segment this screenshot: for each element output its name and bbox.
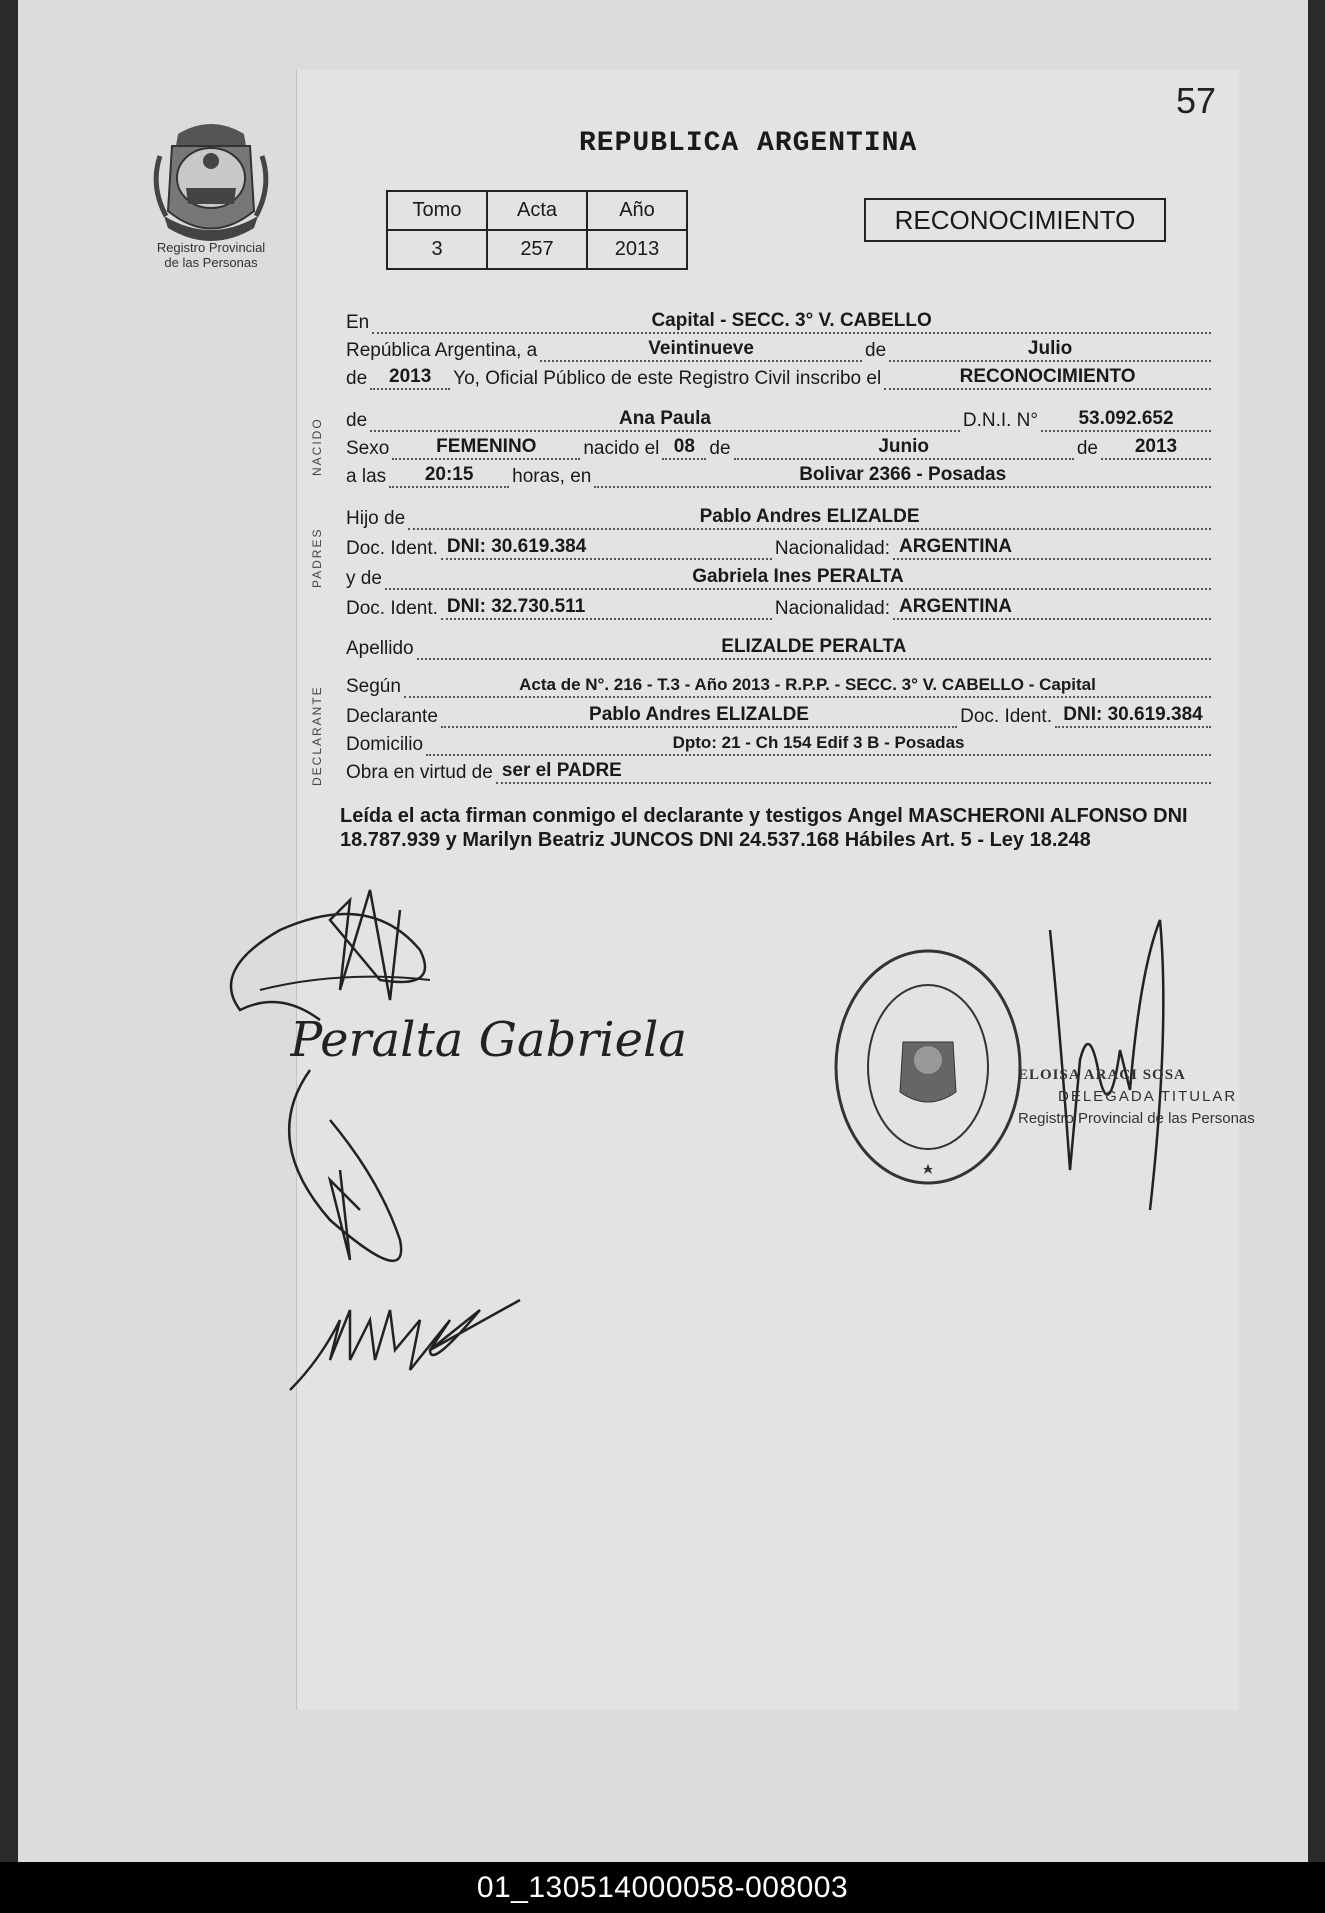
year-value: 2013 bbox=[370, 366, 450, 390]
hijo-label: Hijo de bbox=[346, 508, 406, 529]
svg-text:Peralta Gabriela: Peralta Gabriela bbox=[290, 1012, 687, 1068]
side-label-declarante: DECLARANTE bbox=[310, 685, 324, 786]
witness-signature-1 bbox=[270, 1060, 470, 1300]
registry-label bbox=[138, 240, 284, 270]
nac2-value: ARGENTINA bbox=[893, 596, 1211, 620]
delegate-name: ELOISA ARACI SOSA bbox=[1018, 1067, 1186, 1083]
domicilio-value: Dpto: 21 - Ch 154 Edif 3 B - Posadas bbox=[426, 732, 1211, 756]
yo-label: Yo, Oficial Público de este Registro Civil inscribo el bbox=[453, 368, 882, 389]
register-value-anio: 2013 bbox=[587, 230, 687, 269]
doc1-value: DNI: 30.619.384 bbox=[441, 536, 772, 560]
row-hijo bbox=[346, 506, 1214, 530]
register-value-acta: 257 bbox=[487, 230, 587, 269]
de1-label: de bbox=[865, 340, 887, 361]
inscribo-value: RECONOCIMIENTO bbox=[884, 366, 1211, 390]
de3-label: de bbox=[346, 410, 368, 431]
row-sexo bbox=[346, 436, 1214, 460]
place-value: Bolivar 2366 - Posadas bbox=[594, 464, 1211, 488]
row-doc2 bbox=[346, 596, 1214, 620]
register-header-tomo: Tomo bbox=[387, 191, 487, 230]
delegate-block bbox=[1018, 1064, 1258, 1130]
side-label-padres: PADRES bbox=[310, 527, 324, 588]
register-value-row bbox=[387, 230, 687, 269]
row-declarante bbox=[346, 704, 1214, 728]
doc3-value: DNI: 30.619.384 bbox=[1055, 704, 1211, 728]
register-table bbox=[386, 190, 688, 270]
row-yde bbox=[346, 566, 1214, 590]
apellido-label: Apellido bbox=[346, 638, 414, 659]
day-value: Veintinueve bbox=[540, 338, 862, 362]
nac1-label: Nacionalidad: bbox=[774, 538, 890, 559]
time-value: 20:15 bbox=[389, 464, 509, 488]
row-segun bbox=[346, 674, 1214, 698]
dni-label: D.N.I. N° bbox=[962, 410, 1038, 431]
republica-label: República Argentina, a bbox=[346, 340, 538, 361]
registry-label-line2: de las Personas bbox=[164, 255, 258, 270]
act-type-box: RECONOCIMIENTO bbox=[864, 198, 1166, 242]
row-doc1 bbox=[346, 536, 1214, 560]
witness-signature-2 bbox=[280, 1280, 540, 1400]
alas-label: a las bbox=[346, 466, 387, 487]
segun-value: Acta de N°. 216 - T.3 - Año 2013 - R.P.P. - SECC. 3° V. CABELLO - Capital bbox=[404, 674, 1211, 698]
en-value: Capital - SECC. 3° V. CABELLO bbox=[372, 310, 1211, 334]
page-number: 57 bbox=[1176, 80, 1217, 121]
nac1-value: ARGENTINA bbox=[893, 536, 1211, 560]
declarante-label: Declarante bbox=[346, 706, 438, 727]
document-title: REPUBLICA ARGENTINA bbox=[579, 128, 918, 159]
register-header-anio: Año bbox=[587, 191, 687, 230]
apellido-value: ELIZALDE PERALTA bbox=[417, 636, 1211, 660]
doc3-label: Doc. Ident. bbox=[960, 706, 1052, 727]
month-value: Julio bbox=[889, 338, 1211, 362]
de5-label: de bbox=[1076, 438, 1098, 459]
de4-label: de bbox=[709, 438, 731, 459]
register-header-acta: Acta bbox=[487, 191, 587, 230]
sexo-label: Sexo bbox=[346, 438, 390, 459]
de2-label: de bbox=[346, 368, 368, 389]
register-header-row bbox=[387, 191, 687, 230]
domicilio-label: Domicilio bbox=[346, 734, 424, 755]
official-stamp-icon bbox=[828, 942, 1028, 1192]
row-hora bbox=[346, 464, 1214, 488]
doc2-label: Doc. Ident. bbox=[346, 598, 438, 619]
name-value: Ana Paula bbox=[370, 408, 960, 432]
sexo-value: FEMENINO bbox=[392, 436, 580, 460]
row-name bbox=[346, 408, 1214, 432]
row-en bbox=[346, 310, 1214, 334]
en-label: En bbox=[346, 312, 370, 333]
declarante-value: Pablo Andres ELIZALDE bbox=[441, 704, 957, 728]
doc1-label: Doc. Ident. bbox=[346, 538, 438, 559]
delegate-title: DELEGADA TITULAR bbox=[1058, 1088, 1238, 1105]
segun-label: Según bbox=[346, 676, 401, 697]
mother-value: Gabriela Ines PERALTA bbox=[385, 566, 1211, 590]
register-value-tomo: 3 bbox=[387, 230, 487, 269]
obra-label: Obra en virtud de bbox=[346, 762, 493, 783]
witness-note: Leída el acta firman conmigo el declarante y testigos Angel MASCHERONI ALFONSO DNI 18.787.939 y Marilyn Beatriz JUNCOS DNI 24.537.168 Hábiles Art. 5 - Ley 18.248 bbox=[340, 805, 1188, 851]
side-label-nacido: NACIDO bbox=[310, 417, 324, 476]
dni-value: 53.092.652 bbox=[1041, 408, 1211, 432]
yde-label: y de bbox=[346, 568, 382, 589]
birth-day-value: 08 bbox=[662, 436, 706, 460]
scan-footer: 01_130514000058-008003 bbox=[0, 1862, 1325, 1913]
row-year bbox=[346, 366, 1214, 390]
father-value: Pablo Andres ELIZALDE bbox=[408, 506, 1211, 530]
registry-label-line1: Registro Provincial bbox=[156, 240, 266, 255]
obra-value: ser el PADRE bbox=[496, 760, 1211, 784]
row-date bbox=[346, 338, 1214, 362]
row-obra bbox=[346, 760, 1214, 784]
nac2-label: Nacionalidad: bbox=[774, 598, 890, 619]
birth-year-value: 2013 bbox=[1101, 436, 1211, 460]
doc2-value: DNI: 32.730.511 bbox=[441, 596, 772, 620]
delegate-org: Registro Provincial de las Personas bbox=[1018, 1110, 1255, 1127]
birth-month-value: Junio bbox=[734, 436, 1074, 460]
row-domicilio bbox=[346, 732, 1214, 756]
horas-label: horas, en bbox=[512, 466, 592, 487]
nacido-label: nacido el bbox=[583, 438, 660, 459]
row-apellido bbox=[346, 636, 1214, 660]
